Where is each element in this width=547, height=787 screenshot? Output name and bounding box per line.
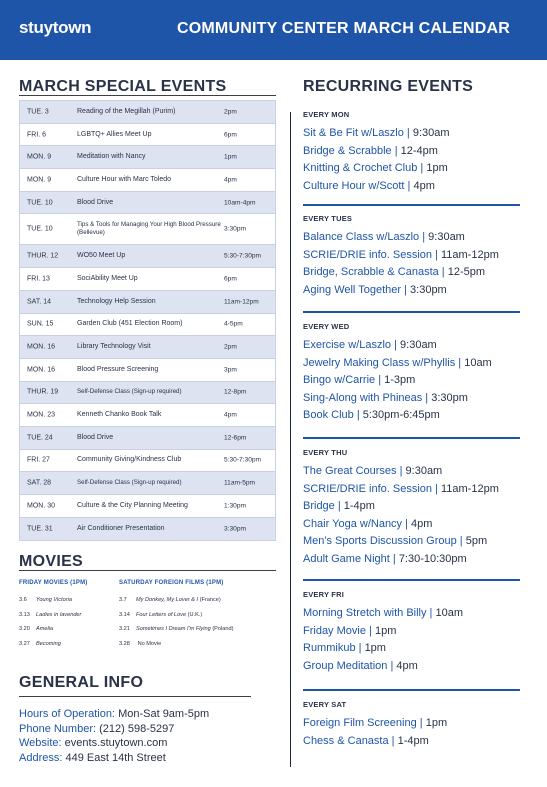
recurring-event-time: 9:30am xyxy=(428,231,465,243)
event-time: 1pm xyxy=(224,153,237,161)
general-info-line xyxy=(19,707,209,722)
header-bar xyxy=(0,0,547,60)
movie-date: 3.6 xyxy=(19,597,27,603)
recurring-event-item: Bridge & Scrabble | 12-4pm xyxy=(303,144,438,157)
recurring-event-item: Bingo w/Carrie | 1-3pm xyxy=(303,374,416,386)
recurring-event-item: Men's Sports Discussion Group | 5pm xyxy=(303,535,488,547)
recurring-event-time: 10am xyxy=(435,607,464,619)
movie-date: 3.13 xyxy=(19,611,30,618)
movie-date: 3.20 xyxy=(19,626,30,633)
event-row xyxy=(20,382,275,405)
event-row xyxy=(20,101,275,124)
movie-date: 3.7 xyxy=(119,597,127,603)
recurring-event-time: 3:30pm xyxy=(431,391,468,404)
friday-movies-column xyxy=(19,580,87,655)
event-row xyxy=(20,124,275,147)
movie-country: (Poland) xyxy=(212,626,234,633)
recurring-event-item: Knitting & Crochet Club | 1pm xyxy=(303,162,448,174)
recurring-event-name: Balance Class w/Laszlo xyxy=(303,231,420,243)
event-name: Garden Club (451 Election Room) xyxy=(77,320,183,328)
friday-movie-item xyxy=(19,626,87,641)
group-separator xyxy=(303,579,520,581)
event-date: THUR. 19 xyxy=(27,388,59,396)
recurring-day-group xyxy=(303,110,450,195)
recurring-event-time: 12-4pm xyxy=(400,144,438,157)
event-row xyxy=(20,472,275,495)
recurring-event-name: Bridge xyxy=(303,500,335,512)
event-row xyxy=(20,450,275,473)
recurring-day-group xyxy=(303,448,499,568)
event-date: MON. 9 xyxy=(27,153,52,161)
recurring-event-name: Exercise w/Laszlo xyxy=(303,339,392,351)
recurring-event-name: Chair Yoga w/Nancy xyxy=(303,517,403,530)
friday-movie-item xyxy=(19,641,87,656)
recurring-event-item: Friday Movie | 1pm xyxy=(303,624,397,637)
info-value: events.stuytown.com xyxy=(64,737,168,750)
saturday-film-item xyxy=(119,597,233,612)
general-info-line xyxy=(19,751,209,766)
recurring-event-name: Rummikub xyxy=(303,642,356,654)
info-label: Phone Number: xyxy=(19,722,97,735)
recurring-event-name: Morning Stretch with Billy xyxy=(303,607,427,619)
event-name: WO50 Meet Up xyxy=(77,252,126,260)
event-name: Air Conditioner Presentation xyxy=(77,525,165,533)
event-date: SUN. 15 xyxy=(27,320,54,328)
group-separator xyxy=(303,204,520,206)
recurring-event-name: Sing-Along with Phineas xyxy=(303,391,423,404)
event-name: Meditation with Nancy xyxy=(77,153,146,161)
event-time: 4pm xyxy=(224,176,237,184)
special-events-table xyxy=(19,100,276,541)
movies-heading: MOVIES xyxy=(19,553,84,570)
recurring-event-item: Sing-Along with Phineas | 3:30pm xyxy=(303,391,468,404)
event-date: THUR. 12 xyxy=(27,252,59,260)
recurring-event-item: Jewelry Making Class w/Phyllis | 10am xyxy=(303,356,492,369)
event-date: TUE. 24 xyxy=(27,434,53,442)
info-value: Mon-Sat 9am-5pm xyxy=(118,708,210,720)
movie-title: Amelia xyxy=(36,626,54,633)
info-label: Website: xyxy=(19,737,62,750)
movie-country: No Movie xyxy=(137,640,162,647)
day-header: EVERY WED xyxy=(303,322,350,331)
general-info-block xyxy=(19,707,209,765)
recurring-event-item: Balance Class w/Laszlo | 9:30am xyxy=(303,231,465,243)
recurring-event-name: Bridge & Scrabble xyxy=(303,144,392,157)
recurring-event-name: Bingo w/Carrie xyxy=(303,374,376,386)
day-header: EVERY FRI xyxy=(303,590,344,599)
event-row xyxy=(20,268,275,291)
event-date: TUE. 3 xyxy=(27,108,49,116)
recurring-event-time: 11am-12pm xyxy=(440,482,499,495)
event-time: 12-6pm xyxy=(224,434,247,442)
recurring-event-name: Sit & Be Fit w/Laszlo xyxy=(303,127,404,139)
recurring-event-item: The Great Courses | 9:30am xyxy=(303,465,443,477)
recurring-event-time: 1-4pm xyxy=(397,734,429,747)
general-info-divider xyxy=(19,696,251,697)
recurring-event-item: Morning Stretch with Billy | 10am xyxy=(303,607,464,619)
recurring-event-item: SCRIE/DRIE info. Session | 11am-12pm xyxy=(303,248,499,261)
movie-title: Sometimes I Dream I'm Flying xyxy=(136,626,211,633)
recurring-event-item: Bridge, Scrabble & Canasta | 12-5pm xyxy=(303,266,486,278)
event-name: Blood Pressure Screening xyxy=(77,365,159,373)
movie-country: (U.K.) xyxy=(187,611,203,618)
event-date: TUE. 10 xyxy=(27,225,53,233)
recurring-event-item: Book Club | 5:30pm-6:45pm xyxy=(303,409,440,421)
event-name: Tips & Tools for Managing Your High Blood Pressure (Bellevue) xyxy=(77,221,221,237)
saturday-film-item xyxy=(119,612,233,627)
recurring-event-name: Foreign Film Screening xyxy=(303,717,417,729)
event-row xyxy=(20,336,275,359)
movie-date: 3.14 xyxy=(119,611,130,618)
special-events-heading: MARCH SPECIAL EVENTS xyxy=(19,78,227,95)
group-separator xyxy=(303,689,520,691)
recurring-event-time: 5:30pm-6:45pm xyxy=(362,409,440,421)
event-time: 12-8pm xyxy=(224,388,247,396)
recurring-event-name: Adult Game Night xyxy=(303,552,390,565)
recurring-event-time: 1pm xyxy=(364,642,386,654)
recurring-event-item: Exercise w/Laszlo | 9:30am xyxy=(303,339,437,351)
recurring-event-item: Chair Yoga w/Nancy | 4pm xyxy=(303,517,433,530)
recurring-event-time: 9:30am xyxy=(412,127,450,139)
recurring-event-time: 4pm xyxy=(396,659,418,672)
event-date: SAT. 14 xyxy=(27,298,51,306)
event-name: SociAbility Meet Up xyxy=(77,274,138,282)
recurring-event-name: The Great Courses xyxy=(303,465,397,477)
event-time: 6pm xyxy=(224,275,237,283)
recurring-event-time: 5pm xyxy=(465,535,488,547)
saturday-film-item xyxy=(119,626,233,641)
event-date: TUE. 10 xyxy=(27,199,53,207)
stuytown-logo: stuytown xyxy=(19,18,92,37)
recurring-event-item: Group Meditation | 4pm xyxy=(303,659,418,672)
recurring-event-name: Knitting & Crochet Club xyxy=(303,162,418,174)
recurring-event-item: Foreign Film Screening | 1pm xyxy=(303,717,448,729)
recurring-event-time: 10am xyxy=(464,356,492,369)
movie-date: 3.21 xyxy=(119,626,130,633)
day-header: EVERY MON xyxy=(303,110,350,119)
event-name: Technology Help Session xyxy=(77,297,156,305)
event-date: MON. 16 xyxy=(27,343,56,351)
info-label: Address: xyxy=(19,751,63,764)
friday-movie-item xyxy=(19,597,87,612)
recurring-event-item: Adult Game Night | 7:30-10:30pm xyxy=(303,552,467,565)
recurring-event-name: Men's Sports Discussion Group xyxy=(303,535,457,547)
event-time: 4-5pm xyxy=(224,320,243,328)
event-row xyxy=(20,146,275,169)
event-time: 10am-4pm xyxy=(224,199,256,207)
recurring-event-item: Sit & Be Fit w/Laszlo | 9:30am xyxy=(303,127,450,139)
event-date: MON. 16 xyxy=(27,366,56,374)
recurring-event-time: 1-4pm xyxy=(343,500,375,512)
movie-country: (France) xyxy=(199,597,221,603)
recurring-event-time: 4pm xyxy=(413,179,435,192)
column-divider-line xyxy=(290,112,291,767)
event-date: FRI. 13 xyxy=(27,275,50,283)
event-name: Self-Defense Class (Sign-up required) xyxy=(77,388,182,396)
recurring-event-time: 12-5pm xyxy=(447,266,486,278)
general-info-line xyxy=(19,736,209,751)
recurring-event-time: 1pm xyxy=(426,162,448,174)
recurring-day-group xyxy=(303,590,463,675)
friday-movie-item xyxy=(19,612,87,627)
event-name: Culture Hour with Marc Toledo xyxy=(77,175,172,183)
movie-title: Young Victoria xyxy=(36,597,72,603)
event-row xyxy=(20,214,275,245)
recurring-event-time: 1pm xyxy=(425,717,448,729)
day-header: EVERY TUES xyxy=(303,214,353,223)
recurring-event-name: Aging Well Together xyxy=(303,283,402,296)
recurring-event-item: Aging Well Together | 3:30pm xyxy=(303,283,447,296)
saturday-film-item xyxy=(119,641,233,656)
event-row xyxy=(20,495,275,518)
recurring-event-name: SCRIE/DRIE info. Session xyxy=(303,248,432,261)
recurring-event-item: Bridge | 1-4pm xyxy=(303,500,375,512)
event-time: 3:30pm xyxy=(224,525,246,533)
recurring-event-name: Jewelry Making Class w/Phyllis xyxy=(303,356,456,369)
event-time: 4pm xyxy=(224,411,237,419)
saturday-films-header: SATURDAY FOREIGN FILMS (1PM) xyxy=(119,580,224,586)
event-row xyxy=(20,291,275,314)
saturday-films-column xyxy=(119,580,233,655)
event-time: 2pm xyxy=(224,343,237,351)
recurring-day-group xyxy=(303,322,492,425)
movie-title: Becoming xyxy=(36,640,61,647)
event-row xyxy=(20,518,275,541)
event-name: LGBTQ+ Allies Meet Up xyxy=(77,130,152,138)
recurring-event-item: Chess & Canasta | 1-4pm xyxy=(303,734,429,747)
special-events-divider xyxy=(19,95,276,96)
event-time: 11am-5pm xyxy=(224,479,256,487)
movie-title: My Donkey, My Lover & I xyxy=(136,597,199,603)
recurring-day-group xyxy=(303,700,447,750)
group-separator xyxy=(303,437,520,439)
info-label: Hours of Operation: xyxy=(19,708,115,720)
friday-movies-header: FRIDAY MOVIES (1PM) xyxy=(19,580,88,586)
movie-date: 3.27 xyxy=(19,640,30,647)
day-header: EVERY THU xyxy=(303,448,348,457)
recurring-events-heading: RECURRING EVENTS xyxy=(303,78,474,95)
event-time: 3pm xyxy=(224,366,237,374)
recurring-event-time: 1pm xyxy=(374,624,397,637)
event-time: 6pm xyxy=(224,131,237,139)
event-name: Library Technology Visit xyxy=(77,343,151,351)
recurring-day-group xyxy=(303,214,499,299)
recurring-event-name: Chess & Canasta xyxy=(303,734,389,747)
event-date: MON. 9 xyxy=(27,176,52,184)
recurring-event-item: Culture Hour w/Scott | 4pm xyxy=(303,179,435,192)
recurring-event-name: Friday Movie xyxy=(303,624,366,637)
event-row xyxy=(20,314,275,337)
event-time: 11am-12pm xyxy=(224,298,259,306)
event-time: 1:30pm xyxy=(224,502,246,510)
group-separator xyxy=(303,311,520,313)
event-name: Kenneth Chanko Book Talk xyxy=(77,411,162,419)
event-row xyxy=(20,169,275,192)
event-row xyxy=(20,192,275,215)
event-time: 2pm xyxy=(224,108,237,116)
recurring-event-name: SCRIE/DRIE info. Session xyxy=(303,482,432,495)
event-row xyxy=(20,427,275,450)
recurring-event-item: SCRIE/DRIE info. Session | 11am-12pm xyxy=(303,482,499,495)
event-time: 3:30pm xyxy=(224,225,246,233)
event-date: SAT. 28 xyxy=(27,479,51,487)
event-name: Culture & the City Planning Meeting xyxy=(77,501,188,509)
page-title: COMMUNITY CENTER MARCH CALENDAR xyxy=(177,20,511,37)
event-date: FRI. 6 xyxy=(27,131,47,139)
recurring-event-time: 11am-12pm xyxy=(440,248,499,261)
event-name: Blood Drive xyxy=(77,433,114,441)
event-row xyxy=(20,359,275,382)
movie-title: Ladies in lavender xyxy=(36,611,82,618)
recurring-event-name: Culture Hour w/Scott xyxy=(303,179,405,192)
event-name: Self-Defense Class (Sign-up required) xyxy=(77,479,182,487)
event-row xyxy=(20,404,275,427)
recurring-event-time: 4pm xyxy=(411,517,433,530)
event-date: MON. 23 xyxy=(27,411,56,419)
general-info-heading: GENERAL INFO xyxy=(19,674,144,691)
event-date: FRI. 27 xyxy=(27,456,50,464)
recurring-event-time: 1-3pm xyxy=(384,374,416,386)
general-info-line xyxy=(19,722,209,737)
recurring-event-item: Rummikub | 1pm xyxy=(303,642,386,654)
event-date: MON. 30 xyxy=(27,502,56,510)
event-name: Blood Drive xyxy=(77,198,114,206)
recurring-event-name: Group Meditation xyxy=(303,659,388,672)
recurring-event-time: 9:30am xyxy=(405,465,443,477)
info-value: 449 East 14th Street xyxy=(65,751,166,764)
movie-date: 3.28 xyxy=(119,640,130,647)
movies-divider xyxy=(19,570,276,571)
movie-title: Four Letters of Love xyxy=(136,611,187,618)
recurring-event-time: 9:30am xyxy=(400,339,437,351)
event-date: TUE. 31 xyxy=(27,525,53,533)
event-time: 5:30-7:30pm xyxy=(224,456,262,464)
recurring-event-name: Book Club xyxy=(303,409,354,421)
event-name: Community Giving/Kindness Club xyxy=(77,456,182,464)
recurring-event-time: 7:30-10:30pm xyxy=(398,552,467,565)
recurring-event-time: 3:30pm xyxy=(410,283,447,296)
day-header: EVERY SAT xyxy=(303,700,347,709)
event-name: Reading of the Megillah (Purim) xyxy=(77,107,176,115)
info-value: (212) 598-5297 xyxy=(99,722,175,735)
event-time: 5:30-7:30pm xyxy=(224,252,262,260)
recurring-event-name: Bridge, Scrabble & Canasta xyxy=(303,266,439,278)
event-row xyxy=(20,245,275,268)
